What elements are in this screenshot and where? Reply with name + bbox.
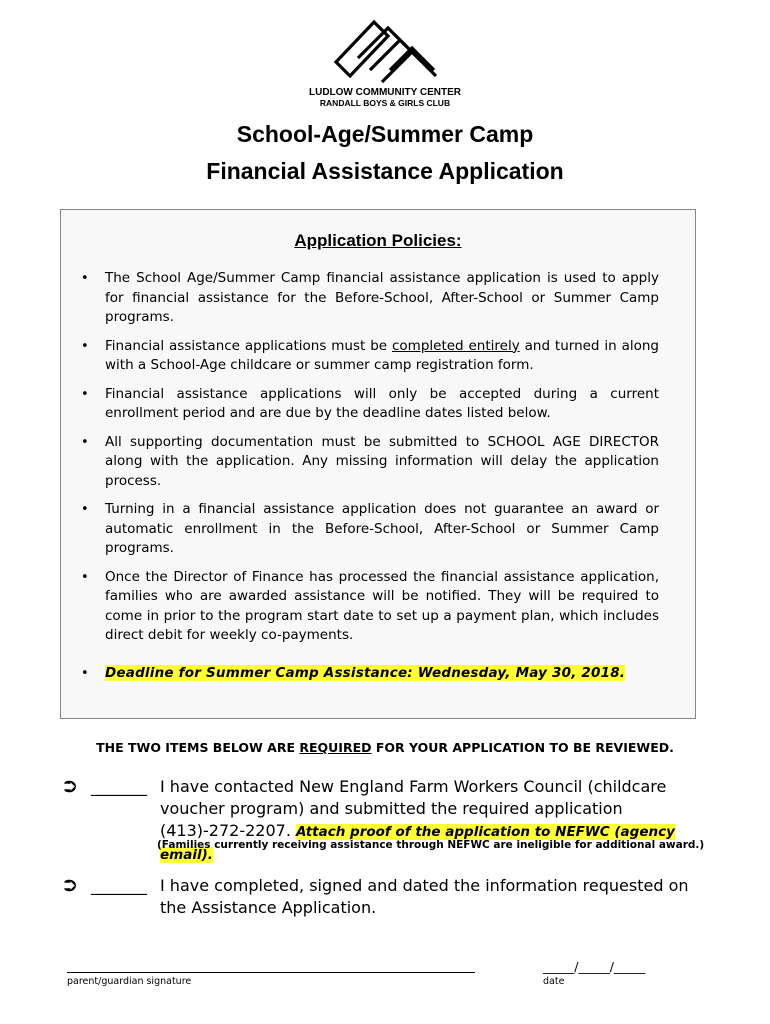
club-logo [330,18,442,86]
date-label: date [543,976,565,987]
signature-label: parent/guardian signature [67,976,192,987]
requirement-text [160,776,704,866]
deadline-item [105,664,659,684]
arrow-icon: ⮊ [64,876,77,895]
requirement-text-main: I have contacted New England Farm Workers Council (childcare voucher program) and submitted the required application (413)-272-2207. [160,777,667,840]
policy-item: • Turning in a financial assistance application does not guarantee an award or automatic enrollment in the Before-School, After-School or Summer Camp programs. [105,500,659,559]
policy-item [105,337,659,376]
completed-entirely-text: completed entirely [391,337,520,354]
attach-proof-text: Attach proof of the application to NEFWC (agency email). [160,824,675,863]
policy-item: • Financial assistance applications will only be accepted during a current enrollment period and are due by the deadline dates listed below. [105,385,659,424]
org-subname: RANDALL BOYS & GIRLS CLUB [319,98,451,108]
policy-text: and turned in along with a School-Age childcare or summer camp registration form. [105,337,660,373]
page-subtitle: Financial Assistance Application [206,158,564,184]
signature-line[interactable] [67,972,475,973]
checkoff-blank[interactable]: _______ [91,876,147,895]
page-title: School-Age/Summer Camp [236,121,534,147]
policy-text: Financial assistance applications must be [105,337,392,354]
policy-heading: Application Policies: [294,231,462,250]
required-note [0,740,770,755]
requirement-item-signed [64,875,704,919]
requirement-item-nefwc [64,776,704,866]
policy-item: • Once the Director of Finance has processed the financial assistance application, families who are awarded assistance will be notified. They will be required to come in prior to the program start date to set up a payment plan, which includes direct debit for weekly co-payments. [105,568,659,646]
date-field[interactable]: _____/_____/_____ [543,959,646,974]
policy-item: • All supporting documentation must be submitted to SCHOOL AGE DIRECTOR along with the application. Any missing information will delay the application process. [105,433,659,492]
required-word: REQUIRED [299,740,372,755]
policy-list [61,269,695,692]
deadline-text: Deadline for Summer Camp Assistance: Wednesday, May 30, 2018. [105,664,626,681]
required-note-text: FOR YOUR APPLICATION TO BE REVIEWED. [371,740,674,755]
checkoff-blank[interactable]: _______ [91,777,147,796]
policy-box [60,209,696,719]
ineligible-note: (Families currently receiving assistance through NEFWC are ineligible for additional award.) [157,839,705,851]
required-note-text: THE TWO ITEMS BELOW ARE [96,740,300,755]
arrow-icon: ⮊ [64,777,77,796]
requirement-text: I have completed, signed and dated the information requested on the Assistance Application. [160,876,689,917]
policy-item: • The School Age/Summer Camp financial assistance application is used to apply for financial assistance for the Before-School, After-School or Summer Camp programs. [105,269,659,328]
org-name: LUDLOW COMMUNITY CENTER [308,87,462,98]
